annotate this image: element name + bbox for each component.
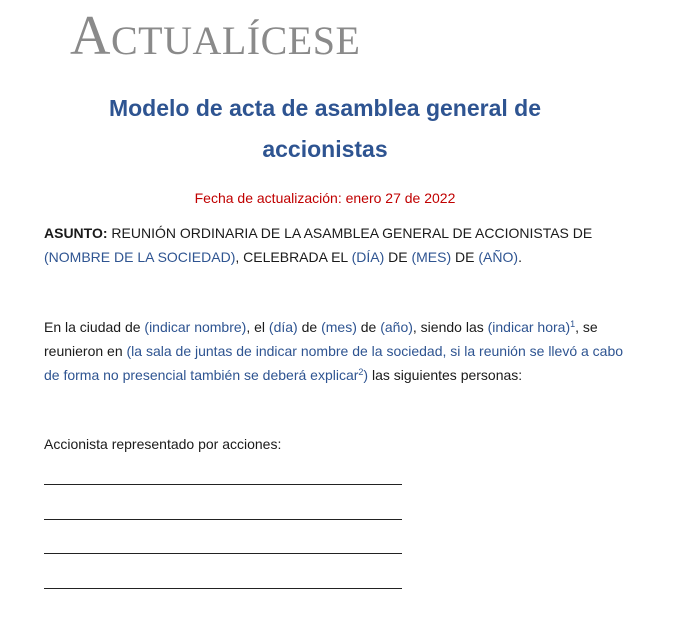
body-text-5: , siendo las (412, 319, 488, 335)
placeholder-city: (indicar nombre) (144, 319, 247, 335)
actualicese-logo (70, 6, 360, 71)
signature-line (44, 588, 402, 589)
placeholder-month: (mes) (321, 319, 357, 335)
document-title-line-2: accionistas (262, 136, 388, 162)
update-date: Fecha de actualización: enero 27 de 2022 (194, 190, 456, 206)
accionista-label: Accionista representado por acciones: (44, 436, 282, 452)
footnote-ref-1[interactable]: 1 (570, 319, 576, 329)
body-text-1: En la ciudad de (44, 319, 145, 335)
document-title-line-1: Modelo de acta de asamblea general de (108, 95, 542, 121)
asunto-text-2: , CELEBRADA EL (235, 249, 352, 265)
placeholder-day: (día) (268, 319, 298, 335)
asunto-paragraph (44, 221, 624, 269)
body-text-4: de (356, 319, 381, 335)
asunto-text-1: REUNIÓN ORDINARIA DE LA ASAMBLEA GENERAL DE ACCIONISTAS DE (107, 225, 593, 241)
placeholder-year: (AÑO) (478, 249, 519, 265)
intro-paragraph (44, 315, 624, 387)
asunto-text-3: DE (384, 249, 412, 265)
logo-rest: CTUALÍCESE (110, 18, 361, 63)
placeholder-day: (DÍA) (351, 249, 385, 265)
asunto-text-4: DE (451, 249, 479, 265)
placeholder-year: (año) (380, 319, 413, 335)
placeholder-hour (488, 319, 576, 335)
body-text-7: las siguientes personas: (368, 367, 523, 383)
placeholder-company: (NOMBRE DE LA SOCIEDAD) (44, 249, 236, 265)
body-text-3: de (297, 319, 322, 335)
asunto-end: . (518, 249, 522, 265)
logo-initial: A (70, 5, 111, 67)
signature-line (44, 519, 402, 520)
asunto-label: ASUNTO: (44, 225, 108, 241)
signature-line (44, 484, 402, 485)
footnote-ref-2[interactable]: 2 (358, 367, 364, 377)
placeholder-place (44, 343, 623, 383)
body-text-2: , el (246, 319, 269, 335)
placeholder-hour-text: (indicar hora) (487, 319, 571, 335)
placeholder-place-end: ) (363, 367, 369, 383)
signature-line (44, 553, 402, 554)
placeholder-month: (MES) (411, 249, 452, 265)
body-text-6: , se reunieron en (44, 319, 598, 359)
placeholder-place-text: (la sala de juntas de indicar nombre de la sociedad, si la reunión se llevó a cabo de forma no presencial también se deberá explicar (44, 343, 624, 383)
